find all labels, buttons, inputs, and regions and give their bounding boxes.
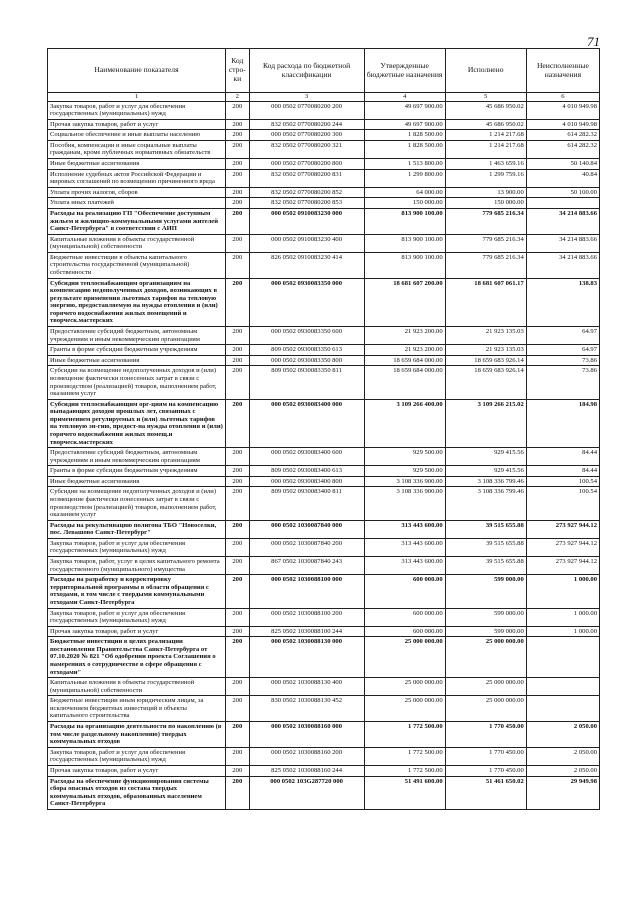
row-line-code-cell: 200 — [225, 399, 249, 447]
row-approved-cell: 18 681 607 200.00 — [364, 278, 445, 326]
row-executed-cell: 51 461 650.02 — [445, 776, 526, 809]
table-row — [48, 487, 600, 520]
row-executed-cell: 18 659 683 926.14 — [445, 366, 526, 399]
row-line-code-cell: 200 — [225, 637, 249, 678]
row-executed-cell: 779 685 216.34 — [445, 208, 526, 234]
row-approved-cell: 1 828 500.00 — [364, 140, 445, 158]
row-approved-cell: 51 491 600.00 — [364, 776, 445, 809]
row-approved-cell: 49 697 900.00 — [364, 101, 445, 119]
row-unexecuted-cell: 64.97 — [526, 345, 599, 356]
row-executed-cell: 599 000.00 — [445, 608, 526, 626]
row-unexecuted-cell: 50 140.84 — [526, 159, 599, 170]
row-executed-cell: 929 415.56 — [445, 448, 526, 466]
row-approved-cell: 18 659 684 000.00 — [364, 355, 445, 366]
table-row — [48, 476, 600, 487]
row-unexecuted-cell: 34 214 883.66 — [526, 208, 599, 234]
row-line-code-cell: 200 — [225, 765, 249, 776]
row-line-code-cell: 200 — [225, 101, 249, 119]
row-classification-code-cell: 000 0502 0910083230 000 — [249, 208, 364, 234]
row-unexecuted-cell: 100.54 — [526, 476, 599, 487]
row-unexecuted-cell: 273 927 944.12 — [526, 538, 599, 556]
row-approved-cell: 313 443 600.00 — [364, 520, 445, 538]
row-line-code-cell: 200 — [225, 696, 249, 722]
table-row — [48, 747, 600, 765]
column-number: 3 — [249, 93, 364, 102]
row-approved-cell: 929 500.00 — [364, 448, 445, 466]
row-name-cell: Прочая закупка товаров, работ и услуг — [48, 119, 226, 130]
row-approved-cell: 600 000.00 — [364, 608, 445, 626]
table-row — [48, 278, 600, 326]
table-row — [48, 169, 600, 187]
row-unexecuted-cell — [526, 637, 599, 678]
row-line-code-cell: 200 — [225, 747, 249, 765]
row-name-cell: Закупка товаров, работ и услуг для обеспечения государственных (муниципальных) нужд — [48, 101, 226, 119]
row-line-code-cell: 200 — [225, 466, 249, 477]
row-approved-cell: 1 772 500.00 — [364, 747, 445, 765]
row-approved-cell: 313 443 600.00 — [364, 538, 445, 556]
column-number: 2 — [225, 93, 249, 102]
row-approved-cell: 600 000.00 — [364, 575, 445, 608]
table-row — [48, 608, 600, 626]
row-approved-cell: 929 500.00 — [364, 466, 445, 477]
row-name-cell: Прочая закупка товаров, работ и услуг — [48, 765, 226, 776]
row-approved-cell: 3 108 336 900.00 — [364, 476, 445, 487]
row-name-cell: Закупка товаров, работ и услуг для обеспечения государственных (муниципальных) нужд — [48, 608, 226, 626]
row-unexecuted-cell: 184.98 — [526, 399, 599, 447]
table-row — [48, 520, 600, 538]
row-executed-cell: 21 923 135.03 — [445, 327, 526, 345]
row-line-code-cell: 200 — [225, 234, 249, 252]
row-name-cell: Субсидии теплоснабжающим орг-циям на компенсацию выпадающих доходов прошлых лет, связанных с применением регулируемых и (или) льготных тарифов на тепловую эн-гию, предост-на нужды отопления и (или) горячего водоснабжения жилых помещ.и творческ.мастерских — [48, 399, 226, 447]
row-classification-code-cell: 000 0502 0930083350 000 — [249, 278, 364, 326]
row-classification-code-cell: 832 0502 0770080200 244 — [249, 119, 364, 130]
row-approved-cell: 64 000.00 — [364, 187, 445, 198]
table-row — [48, 234, 600, 252]
row-approved-cell: 313 443 600.00 — [364, 557, 445, 575]
row-executed-cell: 1 214 217.68 — [445, 130, 526, 141]
row-classification-code-cell: 000 0502 1030088130 400 — [249, 678, 364, 696]
row-classification-code-cell: 809 0502 0930083350 811 — [249, 366, 364, 399]
row-executed-cell: 45 686 950.02 — [445, 101, 526, 119]
row-executed-cell: 18 659 683 926.14 — [445, 355, 526, 366]
row-unexecuted-cell: 273 927 944.12 — [526, 520, 599, 538]
row-approved-cell: 25 000 000.00 — [364, 637, 445, 678]
row-classification-code-cell: 832 0502 0770080200 853 — [249, 198, 364, 209]
row-unexecuted-cell: 1 000.00 — [526, 608, 599, 626]
row-unexecuted-cell: 73.86 — [526, 355, 599, 366]
row-unexecuted-cell: 29 949.98 — [526, 776, 599, 809]
table-row — [48, 776, 600, 809]
row-name-cell: Расходы на рекультивацию полигона ТБО "Новоселки, пос. Левашово Санкт-Петербург" — [48, 520, 226, 538]
column-header-approved: Утвержденные бюджетные назначения — [364, 49, 445, 93]
row-line-code-cell: 200 — [225, 520, 249, 538]
row-unexecuted-cell: 2 050.00 — [526, 765, 599, 776]
row-classification-code-cell: 832 0502 0770080200 831 — [249, 169, 364, 187]
table-row — [48, 198, 600, 209]
row-approved-cell: 21 923 200.00 — [364, 327, 445, 345]
row-executed-cell: 1 770 450.00 — [445, 722, 526, 748]
row-unexecuted-cell — [526, 696, 599, 722]
row-line-code-cell: 200 — [225, 169, 249, 187]
row-approved-cell: 813 900 100.00 — [364, 234, 445, 252]
row-executed-cell: 25 000 000.00 — [445, 678, 526, 696]
table-row — [48, 448, 600, 466]
row-approved-cell: 3 109 266 400.00 — [364, 399, 445, 447]
row-unexecuted-cell: 84.44 — [526, 448, 599, 466]
table-body — [48, 101, 600, 809]
row-name-cell: Расходы на организацию деятельности по накоплению (в том числе раздельному накоплению) твердых коммунальных отходов — [48, 722, 226, 748]
row-line-code-cell: 200 — [225, 722, 249, 748]
row-unexecuted-cell: 273 927 944.12 — [526, 557, 599, 575]
table-row — [48, 696, 600, 722]
row-approved-cell: 3 108 336 900.00 — [364, 487, 445, 520]
row-executed-cell: 1 770 450.00 — [445, 765, 526, 776]
row-approved-cell: 18 659 684 000.00 — [364, 366, 445, 399]
table-row — [48, 575, 600, 608]
row-classification-code-cell: 830 0502 1030088130 452 — [249, 696, 364, 722]
row-name-cell: Иные бюджетные ассигнования — [48, 159, 226, 170]
row-line-code-cell: 200 — [225, 159, 249, 170]
row-line-code-cell: 200 — [225, 327, 249, 345]
table-row — [48, 399, 600, 447]
row-unexecuted-cell — [526, 678, 599, 696]
row-approved-cell: 1 772 500.00 — [364, 765, 445, 776]
row-name-cell: Бюджетные инвестиции в объекты капитального строительства государственной (муниципальной) собственности — [48, 252, 226, 278]
row-name-cell: Социальное обеспечение и иные выплаты населению — [48, 130, 226, 141]
row-executed-cell: 3 109 266 215.02 — [445, 399, 526, 447]
row-line-code-cell: 200 — [225, 140, 249, 158]
column-header-classification-code: Код расхода по бюджетной классификации — [249, 49, 364, 93]
row-name-cell: Иные бюджетные ассигнования — [48, 355, 226, 366]
row-line-code-cell: 200 — [225, 366, 249, 399]
row-line-code-cell: 200 — [225, 678, 249, 696]
row-classification-code-cell: 000 0502 1030087840 200 — [249, 538, 364, 556]
row-classification-code-cell: 000 0502 1030087840 000 — [249, 520, 364, 538]
row-approved-cell: 25 000 000.00 — [364, 696, 445, 722]
row-name-cell: Гранты в форме субсидии бюджетным учреждениям — [48, 345, 226, 356]
row-name-cell: Бюджетные инвестиции в целях реализации постановления Правительства Санкт-Петербурга от 07.10.2020 № 821 "Об одобрении проекта Соглашения о намерениях о сотрудничестве в сфере обращения с отходами" — [48, 637, 226, 678]
row-classification-code-cell: 809 0502 0930083350 613 — [249, 345, 364, 356]
table-row — [48, 722, 600, 748]
row-classification-code-cell: 000 0502 1030088100 000 — [249, 575, 364, 608]
row-approved-cell: 600 000.00 — [364, 626, 445, 637]
table-row — [48, 466, 600, 477]
row-classification-code-cell: 000 0502 0930083400 000 — [249, 399, 364, 447]
budget-execution-table — [47, 48, 600, 810]
row-executed-cell: 1 770 450.00 — [445, 747, 526, 765]
row-name-cell: Гранты в форме субсидии бюджетным учреждениям — [48, 466, 226, 477]
row-classification-code-cell: 867 0502 1030087840 243 — [249, 557, 364, 575]
row-classification-code-cell: 000 0502 1030088160 000 — [249, 722, 364, 748]
row-unexecuted-cell: 4 010 949.98 — [526, 119, 599, 130]
table-row — [48, 327, 600, 345]
row-executed-cell: 21 923 135.03 — [445, 345, 526, 356]
row-line-code-cell: 200 — [225, 187, 249, 198]
row-unexecuted-cell: 50 100.00 — [526, 187, 599, 198]
row-unexecuted-cell: 614 282.32 — [526, 130, 599, 141]
column-number-row — [48, 93, 600, 102]
row-line-code-cell: 200 — [225, 557, 249, 575]
row-name-cell: Уплата прочих налогов, сборов — [48, 187, 226, 198]
row-classification-code-cell: 000 0502 0770080200 800 — [249, 159, 364, 170]
row-executed-cell: 3 108 336 799.46 — [445, 476, 526, 487]
row-line-code-cell: 200 — [225, 626, 249, 637]
row-name-cell: Расходы на реализацию ГП "Обеспечение доступным жильем и жилищно-коммунальными услугами жителей Санкт-Петербурга" в соответствии с АИП — [48, 208, 226, 234]
row-executed-cell: 929 415.56 — [445, 466, 526, 477]
column-number: 6 — [526, 93, 599, 102]
row-classification-code-cell: 000 0502 103G287720 000 — [249, 776, 364, 809]
row-unexecuted-cell: 34 214 883.66 — [526, 234, 599, 252]
table-row — [48, 159, 600, 170]
row-approved-cell: 1 828 500.00 — [364, 130, 445, 141]
row-line-code-cell: 200 — [225, 345, 249, 356]
row-classification-code-cell: 825 0502 1030088100 244 — [249, 626, 364, 637]
row-line-code-cell: 200 — [225, 476, 249, 487]
row-name-cell: Расходы на обеспечение функционирования системы сбора опасных отходов из состава твердых коммунальных отходов, образованных населением Санкт-Петербурга — [48, 776, 226, 809]
row-approved-cell: 49 697 900.00 — [364, 119, 445, 130]
row-line-code-cell: 200 — [225, 538, 249, 556]
row-unexecuted-cell: 34 214 883.66 — [526, 252, 599, 278]
table-row — [48, 366, 600, 399]
row-name-cell: Субсидии на возмещение недополученных доходов и (или) возмещение фактически понесенных затрат в связи с производством (реализацией) товаров, выполнением работ, оказанием услуг — [48, 366, 226, 399]
column-number: 5 — [445, 93, 526, 102]
row-classification-code-cell: 832 0502 0770080200 852 — [249, 187, 364, 198]
row-name-cell: Иные бюджетные ассигнования — [48, 476, 226, 487]
row-classification-code-cell: 000 0502 0770080200 300 — [249, 130, 364, 141]
row-unexecuted-cell: 2 050.00 — [526, 747, 599, 765]
row-approved-cell: 1 299 800.00 — [364, 169, 445, 187]
row-unexecuted-cell: 2 050.00 — [526, 722, 599, 748]
row-approved-cell: 813 900 100.00 — [364, 252, 445, 278]
row-line-code-cell: 200 — [225, 448, 249, 466]
row-unexecuted-cell: 100.54 — [526, 487, 599, 520]
table-row — [48, 626, 600, 637]
row-executed-cell: 1 214 217.68 — [445, 140, 526, 158]
row-executed-cell: 25 000 000.00 — [445, 696, 526, 722]
row-unexecuted-cell: 73.86 — [526, 366, 599, 399]
row-approved-cell: 21 923 200.00 — [364, 345, 445, 356]
row-executed-cell: 39 515 655.88 — [445, 557, 526, 575]
row-executed-cell: 13 900.00 — [445, 187, 526, 198]
row-name-cell: Прочая закупка товаров, работ и услуг — [48, 626, 226, 637]
table-row — [48, 252, 600, 278]
row-classification-code-cell: 000 0502 0910083230 400 — [249, 234, 364, 252]
table-row — [48, 637, 600, 678]
row-line-code-cell: 200 — [225, 776, 249, 809]
row-line-code-cell: 200 — [225, 487, 249, 520]
row-executed-cell: 779 685 216.34 — [445, 252, 526, 278]
row-unexecuted-cell: 64.97 — [526, 327, 599, 345]
row-executed-cell: 18 681 607 061.17 — [445, 278, 526, 326]
column-header-line-code: Код стро-ки — [225, 49, 249, 93]
row-name-cell: Предоставление субсидий бюджетным, автономным учреждениям и иным некоммерческим организациям — [48, 327, 226, 345]
row-classification-code-cell: 000 0502 1030088160 200 — [249, 747, 364, 765]
table-row — [48, 557, 600, 575]
row-unexecuted-cell: 1 000.00 — [526, 626, 599, 637]
row-approved-cell: 1 513 800.00 — [364, 159, 445, 170]
row-executed-cell: 25 000 000.00 — [445, 637, 526, 678]
row-executed-cell: 779 685 216.34 — [445, 234, 526, 252]
table-row — [48, 678, 600, 696]
row-executed-cell: 39 515 655.88 — [445, 520, 526, 538]
row-unexecuted-cell — [526, 198, 599, 209]
table-row — [48, 345, 600, 356]
row-name-cell: Капитальные вложения в объекты государственной (муниципальной) собственности — [48, 234, 226, 252]
column-header-executed: Исполнено — [445, 49, 526, 93]
table-row — [48, 119, 600, 130]
row-classification-code-cell: 000 0502 0930083400 800 — [249, 476, 364, 487]
row-approved-cell: 150 000.00 — [364, 198, 445, 209]
row-executed-cell: 150 000.00 — [445, 198, 526, 209]
row-classification-code-cell: 000 0502 0930083400 600 — [249, 448, 364, 466]
row-classification-code-cell: 000 0502 1030088100 200 — [249, 608, 364, 626]
table-header-row — [48, 49, 600, 93]
row-classification-code-cell: 809 0502 0930083400 613 — [249, 466, 364, 477]
row-name-cell: Пособия, компенсации и иные социальные выплаты гражданам, кроме публичных нормативных обязательств — [48, 140, 226, 158]
row-unexecuted-cell: 84.44 — [526, 466, 599, 477]
row-name-cell: Предоставление субсидий бюджетным, автономным учреждениям и иным некоммерческим организациям — [48, 448, 226, 466]
column-number: 4 — [364, 93, 445, 102]
row-name-cell: Расходы на разработку и корректировку территориальной программы в области обращения с отходами, в том числе с твердыми коммунальными отходами Санкт-Петербурга — [48, 575, 226, 608]
row-executed-cell: 1 299 759.16 — [445, 169, 526, 187]
row-line-code-cell: 200 — [225, 119, 249, 130]
row-line-code-cell: 200 — [225, 208, 249, 234]
row-unexecuted-cell: 138.83 — [526, 278, 599, 326]
row-name-cell: Уплата иных платежей — [48, 198, 226, 209]
row-executed-cell: 39 515 655.88 — [445, 538, 526, 556]
row-line-code-cell: 200 — [225, 278, 249, 326]
row-classification-code-cell: 000 0502 0930083350 800 — [249, 355, 364, 366]
table-row — [48, 538, 600, 556]
row-executed-cell: 599 000.00 — [445, 626, 526, 637]
row-name-cell: Закупка товаров, работ, услуг в целях капитального ремонта государственного (муниципального) имущества — [48, 557, 226, 575]
page-number: 71 — [587, 34, 600, 49]
row-name-cell: Субсидии теплоснабжающим организациям на компенсацию недополученных доходов, возникающих в результате применения льготных тарифов на тепловую энергию, предоставляемую на нужды отопления и (или) горячего водоснабжения жилых помещений и творческ.мастерских — [48, 278, 226, 326]
row-name-cell: Субсидии на возмещение недополученных доходов и (или) возмещение фактически понесенных затрат в связи с производством (реализацией) товаров, выполнением работ, оказанием услуг — [48, 487, 226, 520]
row-executed-cell: 45 686 950.02 — [445, 119, 526, 130]
table-row — [48, 208, 600, 234]
row-name-cell: Закупка товаров, работ и услуг для обеспечения государственных (муниципальных) нужд — [48, 747, 226, 765]
table-row — [48, 140, 600, 158]
row-line-code-cell: 200 — [225, 608, 249, 626]
table-row — [48, 130, 600, 141]
row-unexecuted-cell: 4 010 949.98 — [526, 101, 599, 119]
row-unexecuted-cell: 40.84 — [526, 169, 599, 187]
row-executed-cell: 599 000.00 — [445, 575, 526, 608]
row-line-code-cell: 200 — [225, 198, 249, 209]
row-approved-cell: 25 000 000.00 — [364, 678, 445, 696]
row-unexecuted-cell: 614 282.32 — [526, 140, 599, 158]
table-row — [48, 355, 600, 366]
table-row — [48, 765, 600, 776]
row-classification-code-cell: 000 0502 0770080200 200 — [249, 101, 364, 119]
column-header-name: Наименование показателя — [48, 49, 226, 93]
row-line-code-cell: 200 — [225, 575, 249, 608]
row-line-code-cell: 200 — [225, 355, 249, 366]
column-number: 1 — [48, 93, 226, 102]
row-classification-code-cell: 832 0502 0770080200 321 — [249, 140, 364, 158]
row-executed-cell: 3 108 336 799.46 — [445, 487, 526, 520]
row-classification-code-cell: 825 0502 1030088160 244 — [249, 765, 364, 776]
row-name-cell: Закупка товаров, работ и услуг для обеспечения государственных (муниципальных) нужд — [48, 538, 226, 556]
row-approved-cell: 813 900 100.00 — [364, 208, 445, 234]
row-classification-code-cell: 809 0502 0930083400 811 — [249, 487, 364, 520]
column-header-unexecuted: Неисполненные назначения — [526, 49, 599, 93]
row-classification-code-cell: 000 0502 0930083350 600 — [249, 327, 364, 345]
table-row — [48, 101, 600, 119]
table-row — [48, 187, 600, 198]
row-line-code-cell: 200 — [225, 252, 249, 278]
row-classification-code-cell: 826 0502 0910083230 414 — [249, 252, 364, 278]
row-classification-code-cell: 000 0502 1030088130 000 — [249, 637, 364, 678]
row-line-code-cell: 200 — [225, 130, 249, 141]
row-name-cell: Исполнение судебных актов Российской Федерации и мировых соглашений по возмещению причиненного вреда — [48, 169, 226, 187]
row-name-cell: Капитальные вложения в объекты государственной (муниципальной) собственности — [48, 678, 226, 696]
row-executed-cell: 1 463 659.16 — [445, 159, 526, 170]
row-unexecuted-cell: 1 000.00 — [526, 575, 599, 608]
row-name-cell: Бюджетные инвестиции иным юридическим лицам, за исключением бюджетных инвестиций в объекты капитального строительства — [48, 696, 226, 722]
row-approved-cell: 1 772 500.00 — [364, 722, 445, 748]
